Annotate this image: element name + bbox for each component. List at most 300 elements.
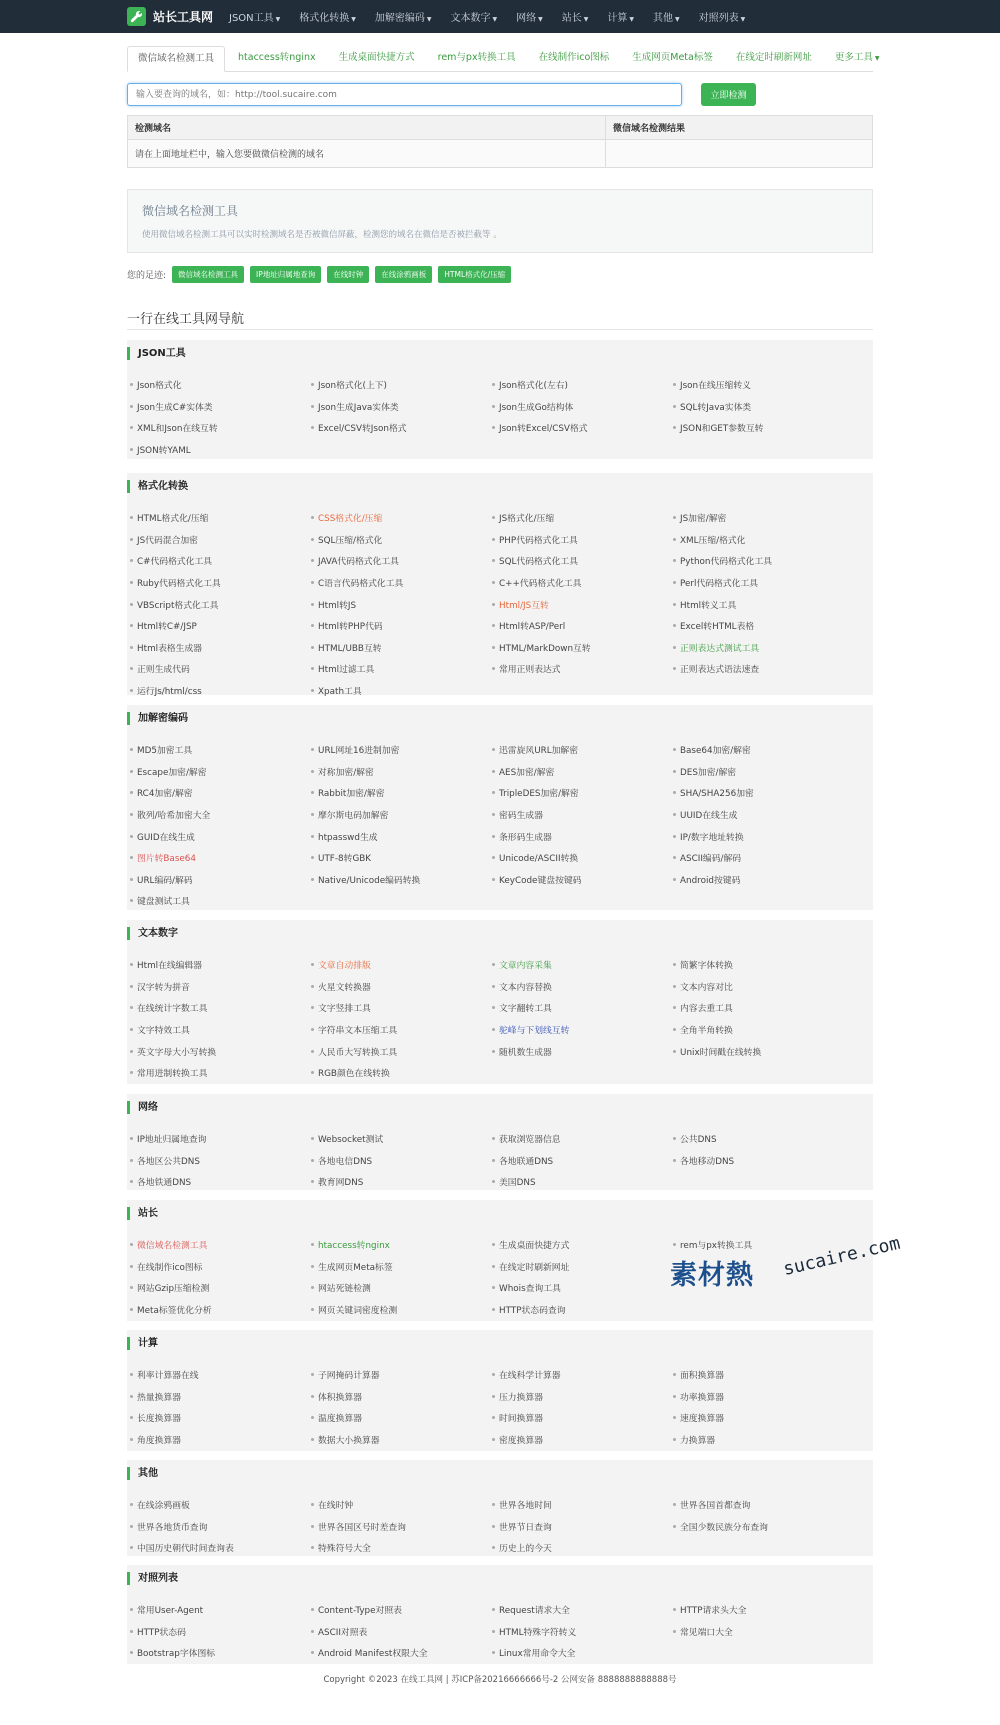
tool-link[interactable] [311,1642,492,1664]
tool-link[interactable] [130,1621,311,1643]
tool-link-label: 英文字母大小写转换 [137,1047,217,1058]
nav-menu-item[interactable] [451,9,498,24]
tool-link[interactable] [311,417,492,439]
tab-label: 生成桌面快捷方式 [338,52,415,63]
tool-link[interactable] [492,761,673,783]
tool-link-label: 获取浏览器信息 [499,1135,561,1146]
bullet-icon [673,624,676,627]
bullet-icon [673,405,676,408]
tool-link[interactable] [492,1386,673,1408]
brand-logo[interactable] [127,6,213,27]
section-item-list [130,1494,870,1559]
tab-item[interactable] [228,46,326,72]
bullet-icon [492,1137,495,1140]
tool-link-label: 在线定时刷新网址 [499,1262,570,1273]
tool-link[interactable] [492,658,673,680]
bullet-icon [311,1006,314,1009]
bullet-icon [492,1243,495,1246]
tool-link[interactable] [673,869,854,891]
tool-link-label: 文本内容替换 [499,982,552,993]
tool-link-label: 对称加密/解密 [318,767,374,778]
section-item-list [130,507,870,701]
tool-link[interactable] [130,658,311,680]
tool-link[interactable] [492,396,673,418]
bullet-icon [130,603,133,606]
table-cell-result [606,140,873,168]
tool-link[interactable] [492,374,673,396]
tool-link-label: URL编码/解码 [137,875,193,886]
tool-link[interactable] [311,593,492,615]
footprint-tag[interactable]: IP地址归属地查询 [250,266,321,283]
bullet-icon [492,667,495,670]
tool-link[interactable] [311,550,492,572]
bullet-icon [311,1373,314,1376]
tool-link[interactable] [311,804,492,826]
tool-link[interactable] [673,1516,854,1538]
tool-link-label: Html转ASP/Perl [499,622,566,633]
tool-link-label: 在线涂鸦画板 [137,1501,190,1512]
tool-link[interactable] [311,954,492,976]
tab-item[interactable] [127,46,225,72]
tool-link[interactable] [311,825,492,847]
tool-link[interactable] [492,1494,673,1516]
tool-link[interactable] [673,593,854,615]
tool-link[interactable] [311,1040,492,1062]
tool-link[interactable] [130,550,311,572]
tool-link[interactable] [673,417,854,439]
tool-link[interactable] [311,658,492,680]
tool-link[interactable] [492,1277,673,1299]
tool-link-label: C++代码格式化工具 [499,579,582,590]
tool-link[interactable] [311,1386,492,1408]
tool-link[interactable] [311,1062,492,1084]
domain-search-input[interactable] [127,83,682,106]
tool-link[interactable] [492,1537,673,1559]
tool-link[interactable] [492,1299,673,1321]
tool-link[interactable] [130,1019,311,1041]
tool-link-label: 各地铁通DNS [137,1178,192,1189]
bullet-icon [130,770,133,773]
footprint-tag[interactable]: 微信域名检测工具 [172,266,244,283]
tool-link-label: Ruby代码格式化工具 [137,579,221,590]
tool-link[interactable] [311,1621,492,1643]
tool-link-label: Meta标签优化分析 [137,1306,212,1317]
footprint-tag[interactable]: 在线涂鸦画板 [375,266,432,283]
tool-link[interactable] [311,1494,492,1516]
tool-link-label: Escape加密/解密 [137,767,207,778]
tool-link[interactable] [130,890,311,912]
tool-link[interactable] [130,1299,311,1321]
tool-link[interactable] [492,1621,673,1643]
tool-link[interactable] [311,1019,492,1041]
tool-link[interactable] [130,782,311,804]
tool-link[interactable] [311,396,492,418]
bullet-icon [311,405,314,408]
tool-link[interactable] [673,1128,854,1150]
tool-link[interactable] [130,847,311,869]
tool-link[interactable] [130,417,311,439]
tool-link-label: 微信域名检测工具 [137,1241,208,1252]
tool-link[interactable] [492,417,673,439]
tool-link[interactable] [311,374,492,396]
tool-link[interactable] [130,1040,311,1062]
tool-link-label: SHA/SHA256加密 [680,789,754,800]
tool-link-label: Python代码格式化工具 [680,557,773,568]
tool-link[interactable] [130,615,311,637]
bullet-icon [311,689,314,692]
bullet-icon [492,1050,495,1053]
bullet-icon [673,516,676,519]
tool-link[interactable] [673,1040,854,1062]
bullet-icon [673,603,676,606]
bullet-icon [130,791,133,794]
tool-link[interactable] [311,1364,492,1386]
caret-down-icon: ▼ [874,55,880,62]
bullet-icon [311,1028,314,1031]
bullet-icon [311,1286,314,1289]
tab-label: 生成网页Meta标签 [632,52,713,63]
tool-link[interactable] [673,396,854,418]
tool-link[interactable] [130,374,311,396]
tool-link[interactable] [673,1621,854,1643]
tool-link[interactable] [492,1040,673,1062]
tool-link[interactable] [492,1019,673,1041]
bullet-icon [130,878,133,881]
tool-link[interactable] [673,997,854,1019]
tool-link[interactable] [311,1277,492,1299]
tool-link[interactable] [492,1234,673,1256]
tool-link[interactable] [673,529,854,551]
tool-link-label: 生成桌面快捷方式 [499,1241,570,1252]
tool-link[interactable] [492,825,673,847]
tool-link[interactable] [311,637,492,659]
tab-item[interactable] [329,46,425,72]
bullet-icon [673,1438,676,1441]
tool-link[interactable] [492,1128,673,1150]
tool-link[interactable] [130,439,311,461]
bullet-icon [311,963,314,966]
tool-link[interactable] [130,593,311,615]
tool-link-label: 常用User-Agent [137,1606,204,1617]
footprint-label: 您的足迹: [127,270,167,281]
bullet-icon [130,1651,133,1654]
tool-link-label: XML压缩/格式化 [680,535,746,546]
tool-link[interactable] [311,1407,492,1429]
tool-link[interactable] [492,1171,673,1193]
tool-link[interactable] [673,1364,854,1386]
wrench-icon [127,7,146,26]
bullet-icon [311,383,314,386]
tool-link[interactable] [673,1407,854,1429]
tool-link[interactable] [492,529,673,551]
tool-link[interactable] [130,1407,311,1429]
tool-link[interactable] [311,997,492,1019]
bullet-icon [492,1630,495,1633]
tool-link[interactable] [311,1516,492,1538]
tool-link[interactable] [311,1171,492,1193]
bullet-icon [492,791,495,794]
tool-link-label: 图片转Base64 [137,854,197,865]
tool-link-label: Android Manifest权限大全 [318,1649,428,1660]
tool-link[interactable] [311,572,492,594]
tool-link[interactable] [492,507,673,529]
tool-link[interactable] [130,1364,311,1386]
bullet-icon [130,1265,133,1268]
tool-link[interactable] [492,1256,673,1278]
brand-name: 站长工具网 [153,10,214,24]
tool-link-label: 美国DNS [499,1178,536,1189]
tab-item[interactable] [622,46,723,72]
tool-link[interactable] [673,847,854,869]
tool-link[interactable] [492,847,673,869]
tool-link[interactable] [130,869,311,891]
bullet-icon [130,538,133,541]
tool-link-label: Html转C#/JSP [137,622,197,633]
tool-link[interactable] [130,739,311,761]
tool-link[interactable] [673,954,854,976]
tool-link[interactable] [673,1150,854,1172]
bullet-icon [130,1028,133,1031]
tool-link-label: Html转义工具 [680,600,737,611]
tool-link[interactable] [311,1234,492,1256]
tool-link[interactable] [130,1234,311,1256]
tool-link[interactable] [673,572,854,594]
tool-link[interactable] [130,1429,311,1451]
tool-link[interactable] [311,976,492,998]
tool-link[interactable] [130,1599,311,1621]
bullet-icon [311,813,314,816]
tool-link[interactable] [130,976,311,998]
section-title: 加解密编码 [127,712,188,725]
tool-link-label: HTML格式化/压缩 [137,514,209,525]
tool-link[interactable] [130,1386,311,1408]
tool-link[interactable] [673,782,854,804]
tool-link[interactable] [311,869,492,891]
tool-link[interactable] [492,782,673,804]
tool-link[interactable] [311,507,492,529]
tool-link-label: VBScript格式化工具 [137,600,219,611]
tool-link[interactable] [311,739,492,761]
bullet-icon [311,770,314,773]
tool-link[interactable] [673,550,854,572]
tool-link[interactable] [130,1277,311,1299]
tab-item[interactable] [529,46,620,72]
tool-link[interactable] [130,680,311,702]
section-title: 网络 [127,1101,158,1114]
tool-link[interactable] [492,1599,673,1621]
tool-link[interactable] [492,997,673,1019]
tool-link[interactable] [492,572,673,594]
tool-link[interactable] [673,374,854,396]
tool-link[interactable] [492,739,673,761]
tool-link-label: 文本内容对比 [680,982,733,993]
tool-link[interactable] [311,847,492,869]
bullet-icon [673,963,676,966]
bullet-icon [311,985,314,988]
bullet-icon [492,1651,495,1654]
tool-link-label: 散列/哈希加密大全 [137,811,211,822]
tool-link[interactable] [130,761,311,783]
bullet-icon [673,1395,676,1398]
bullet-icon [130,835,133,838]
tool-link[interactable] [492,1642,673,1664]
tool-link[interactable] [311,680,492,702]
nav-menu-item[interactable] [562,9,589,24]
tool-link[interactable] [673,1386,854,1408]
tool-link[interactable] [492,1429,673,1451]
bullet-icon [673,748,676,751]
tool-link[interactable] [673,615,854,637]
tool-link-label: HTML/MarkDown互转 [499,643,591,654]
tool-link[interactable] [673,1429,854,1451]
tool-link-label: 特殊符号大全 [318,1544,371,1555]
bullet-icon [311,646,314,649]
tool-link[interactable] [311,1599,492,1621]
watermark-logo: 素材熱 [670,1260,754,1291]
tool-link[interactable] [130,1256,311,1278]
tool-category-section [127,1094,873,1190]
tool-link[interactable] [130,954,311,976]
tool-link[interactable] [311,1128,492,1150]
tool-link[interactable] [673,507,854,529]
tool-link[interactable] [311,615,492,637]
tool-link[interactable] [673,637,854,659]
tool-link[interactable] [311,782,492,804]
tool-link[interactable] [673,1599,854,1621]
tool-link[interactable] [130,1642,311,1664]
tool-link[interactable] [130,997,311,1019]
nav-menu-item[interactable] [699,9,746,24]
bullet-icon [673,1608,676,1611]
tool-link-label: 全国少数民族分布查询 [680,1522,768,1533]
bullet-icon [673,581,676,584]
tool-link[interactable] [130,396,311,418]
bullet-icon [673,985,676,988]
tool-link-label: CSS格式化/压缩 [318,514,383,525]
tool-link[interactable] [311,1256,492,1278]
tool-link-label: Json生成Go结构体 [499,402,574,413]
tool-link[interactable] [311,761,492,783]
tool-link-label: 摩尔斯电码加解密 [318,811,389,822]
tab-item[interactable] [825,46,890,72]
tool-link[interactable] [492,1364,673,1386]
tab-item[interactable] [726,46,822,72]
tool-link[interactable] [311,529,492,551]
tool-link[interactable] [130,1062,311,1084]
tool-link-label: 网页关键词密度检测 [318,1306,398,1317]
tool-link-label: 数据大小换算器 [318,1436,380,1447]
tool-link[interactable] [492,1407,673,1429]
tool-link[interactable] [130,572,311,594]
tool-link[interactable] [130,1150,311,1172]
nav-menu-item[interactable] [229,9,280,24]
nav-menu-item[interactable] [653,9,680,24]
bullet-icon [130,1608,133,1611]
tool-link[interactable] [492,637,673,659]
tool-link[interactable] [492,804,673,826]
tool-link-label: 简繁字体转换 [680,961,733,972]
tool-link[interactable] [130,529,311,551]
tool-link[interactable] [673,658,854,680]
tab-item[interactable] [428,46,526,72]
tool-link-label: 常用进制转换工具 [137,1069,208,1080]
tool-link[interactable] [492,550,673,572]
tool-link[interactable] [492,976,673,998]
nav-menu-item[interactable] [299,9,356,24]
bullet-icon [492,1308,495,1311]
tool-link[interactable] [673,804,854,826]
nav-menu-item[interactable] [607,9,634,24]
tool-link[interactable] [311,1537,492,1559]
tool-link[interactable] [492,869,673,891]
bullet-icon [492,878,495,881]
tool-link[interactable] [673,739,854,761]
tool-link[interactable] [673,761,854,783]
bullet-icon [311,1608,314,1611]
table-cell-domain: 请在上面地址栏中，输入您要做微信检测的域名 [128,140,606,168]
bullet-icon [311,516,314,519]
tool-link-label: JSON和GET参数互转 [680,424,764,435]
tool-link-label: 正则生成代码 [137,665,190,676]
tool-link[interactable] [130,1171,311,1193]
check-now-button[interactable]: 立即检测 [701,83,756,106]
tool-link[interactable] [492,1516,673,1538]
tab-label: 微信域名检测工具 [138,53,215,64]
tool-link[interactable] [492,615,673,637]
tool-link[interactable] [130,507,311,529]
bullet-icon [311,1265,314,1268]
tool-category-section [127,473,873,698]
tool-link[interactable] [492,1150,673,1172]
tool-link[interactable] [130,804,311,826]
tool-link[interactable] [130,825,311,847]
footprint-tag[interactable]: HTML格式化/压缩 [438,266,511,283]
nav-menu-item[interactable] [516,9,543,24]
bullet-icon [492,985,495,988]
bullet-icon [492,1286,495,1289]
bullet-icon [311,581,314,584]
tool-link[interactable] [130,637,311,659]
tool-category-section [127,1330,873,1451]
tool-link[interactable] [492,954,673,976]
tool-link-label: 内容去重工具 [680,1004,733,1015]
column-header-result: 微信域名检测结果 [606,116,873,140]
footprint-tag[interactable]: 在线时钟 [327,266,369,283]
bullet-icon [130,899,133,902]
bullet-icon [311,1050,314,1053]
tool-link[interactable] [673,1494,854,1516]
tool-link[interactable] [673,825,854,847]
tool-link[interactable] [311,1299,492,1321]
tool-link[interactable] [130,1537,311,1559]
tool-link[interactable] [673,1019,854,1041]
tool-link[interactable] [130,1128,311,1150]
tool-link[interactable] [673,976,854,998]
nav-menu-label: 文本数字 [450,13,491,24]
tool-link-label: Html表格生成器 [137,643,203,654]
nav-menu-item[interactable] [375,9,432,24]
tool-link-label: 压力换算器 [499,1392,543,1403]
bullet-icon [311,1525,314,1528]
tool-link[interactable] [130,1516,311,1538]
tool-link[interactable] [311,1150,492,1172]
tool-link[interactable] [311,1429,492,1451]
tool-link[interactable] [130,1494,311,1516]
tool-category-section [127,920,873,1084]
section-title: 格式化转换 [127,480,188,493]
tool-link[interactable] [492,593,673,615]
bullet-icon [130,405,133,408]
